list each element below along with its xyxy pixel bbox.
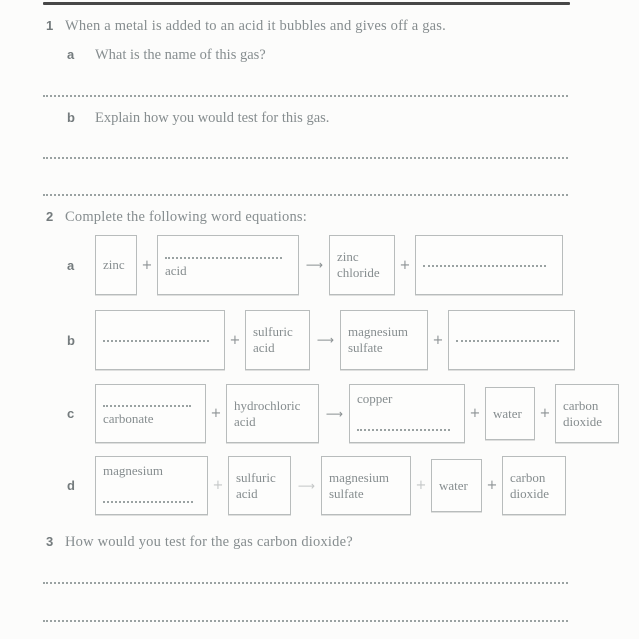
equation-row-d [67,456,566,515]
plus-operator: + [415,478,427,493]
term-box-water [485,387,535,440]
answer-dots [456,340,559,342]
question-2-number: 2 [46,209,54,224]
question-3 [46,534,606,551]
part-b-text: Explain how you would test for this gas. [95,110,330,126]
term-caption: carbonate [103,411,154,426]
term-blank-acid [157,235,299,295]
term-text: magnesium sulfate [329,469,389,501]
answer-dots [423,265,546,267]
question-1-text: When a metal is added to an acid it bubbles and gives off a gas. [65,18,446,34]
term-text: hydrochloric acid [234,397,301,429]
answer-dots [103,501,193,503]
term-box-magnesium-sulfate [321,456,411,515]
term-blank-magnesium [95,456,208,515]
plus-operator: + [141,257,153,273]
question-1b [67,110,607,127]
term-box-sulfuric-acid [245,310,310,370]
arrow-operator: ⟶ [305,258,323,272]
term-blank-copper [349,384,465,443]
answer-line [43,157,568,159]
term-blank [415,235,563,295]
equation-row-c-label: c [67,406,75,421]
equation-row-a [67,235,563,295]
question-1 [46,18,606,35]
question-2-text: Complete the following word equations: [65,209,307,225]
part-b-label: b [67,110,75,125]
plus-operator: + [539,406,551,421]
term-caption: acid [165,262,187,278]
plus-operator: + [229,332,241,348]
arrow-operator: ⟶ [297,478,315,493]
question-1-number: 1 [46,18,54,33]
arrow-operator: ⟶ [325,406,343,421]
answer-line [43,95,568,97]
answer-dots [103,405,191,407]
part-a-label: a [67,47,75,62]
answer-dots [357,429,450,431]
term-text: carbon dioxide [510,469,549,501]
equation-row-a-label: a [67,257,75,273]
equation-row-d-label: d [67,478,75,493]
term-text: carbon dioxide [563,397,602,429]
equation-row-c [67,384,619,443]
plus-operator: + [469,406,481,421]
plus-operator: + [212,478,224,493]
term-text: zinc chloride [337,249,380,280]
term-box-carbon-dioxide [502,456,566,515]
term-box-water [431,459,482,512]
term-blank [448,310,575,370]
term-blank [95,310,225,370]
term-box-carbon-dioxide [555,384,619,443]
answer-dots [165,257,282,259]
plus-operator: + [486,478,498,493]
term-text: sulfuric acid [236,469,276,501]
term-box-zinc [95,235,137,295]
question-3-text: How would you test for the gas carbon dioxide? [65,534,353,550]
term-text: water [493,405,522,421]
term-box-magnesium-sulfate [340,310,428,370]
term-caption: copper [357,391,393,406]
term-text: water [439,477,468,493]
term-blank-carbonate [95,384,206,443]
answer-line [43,620,568,622]
answer-dots [103,340,209,342]
plus-operator: + [432,332,444,348]
term-caption: magnesium [103,463,163,478]
top-rule [43,2,570,5]
answer-line [43,194,568,196]
term-box-sulfuric-acid [228,456,291,515]
term-text: magnesium sulfate [348,324,408,355]
question-2 [46,209,606,226]
plus-operator: + [210,406,222,421]
arrow-operator: ⟶ [316,333,334,347]
answer-line [43,582,568,584]
term-text: zinc [103,257,125,272]
equation-row-b-label: b [67,332,75,348]
term-box-hydrochloric-acid [226,384,319,443]
part-a-text: What is the name of this gas? [95,47,266,63]
question-1a [67,47,607,64]
equation-row-b [67,310,575,370]
question-3-number: 3 [46,534,54,549]
term-box-zinc-chloride [329,235,395,295]
plus-operator: + [399,257,411,273]
term-text: sulfuric acid [253,324,293,355]
